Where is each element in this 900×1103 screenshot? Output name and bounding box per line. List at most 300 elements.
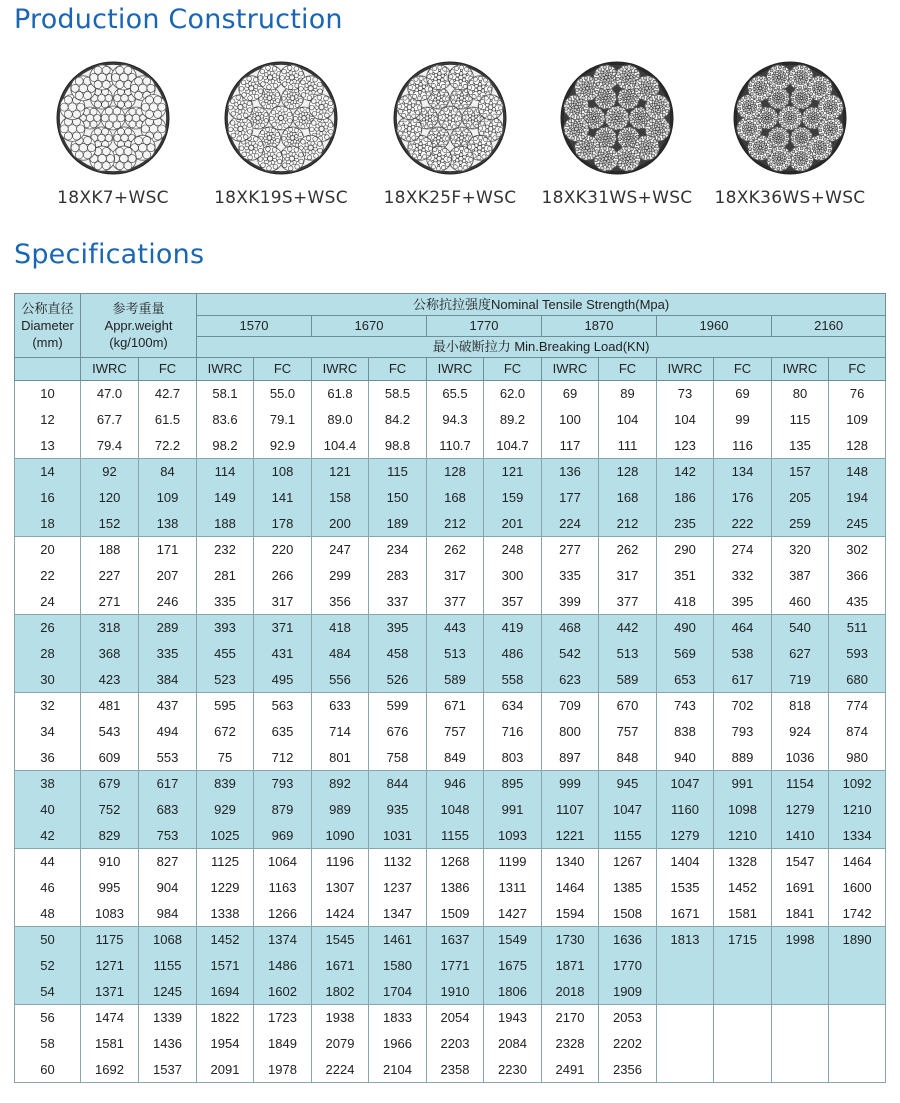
value-cell: 595: [197, 693, 254, 719]
value-cell: 494: [139, 719, 197, 745]
value-cell: 47.0: [81, 381, 139, 407]
value-cell: 458: [369, 641, 427, 667]
table-row: [15, 797, 886, 823]
value-cell: 490: [657, 615, 714, 641]
value-cell: 2356: [599, 1057, 657, 1083]
value-cell: 849: [427, 745, 484, 771]
value-cell: 1048: [427, 797, 484, 823]
value-cell: 895: [484, 771, 542, 797]
wire-rope-19s-strand-icon: [221, 58, 341, 178]
value-cell: 58.1: [197, 381, 254, 407]
core-type-header: IWRC: [542, 358, 599, 381]
value-cell: 299: [312, 563, 369, 589]
construction-item: [364, 58, 536, 208]
diameter-cell: 30: [15, 667, 81, 693]
value-cell: 73: [657, 381, 714, 407]
value-cell: 793: [254, 771, 312, 797]
diameter-cell: 58: [15, 1031, 81, 1057]
value-cell: 69: [714, 381, 772, 407]
grade-header: 1870: [542, 316, 657, 337]
value-cell: 929: [197, 797, 254, 823]
value-cell: 271: [81, 589, 139, 615]
table-row: [15, 563, 886, 589]
construction-section-title: Production Construction: [14, 4, 343, 35]
value-cell: 368: [81, 641, 139, 667]
value-cell: 220: [254, 537, 312, 563]
value-cell: 627: [772, 641, 829, 667]
value-cell: 98.8: [369, 433, 427, 459]
value-cell: 599: [369, 693, 427, 719]
value-cell: 1581: [81, 1031, 139, 1057]
value-cell: 481: [81, 693, 139, 719]
value-cell: 1311: [484, 875, 542, 901]
value-cell: 99: [714, 407, 772, 433]
value-cell: 1547: [772, 849, 829, 875]
value-cell: 800: [542, 719, 599, 745]
value-cell: 1175: [81, 927, 139, 953]
value-cell: 366: [829, 563, 886, 589]
value-cell: [772, 953, 829, 979]
value-cell: 150: [369, 485, 427, 511]
value-cell: 1424: [312, 901, 369, 927]
value-cell: 121: [484, 459, 542, 485]
value-cell: 671: [427, 693, 484, 719]
value-cell: 266: [254, 563, 312, 589]
value-cell: 437: [139, 693, 197, 719]
value-cell: 98.2: [197, 433, 254, 459]
value-cell: [657, 1057, 714, 1083]
value-cell: 335: [139, 641, 197, 667]
table-row: [15, 407, 886, 433]
value-cell: 72.2: [139, 433, 197, 459]
value-cell: 318: [81, 615, 139, 641]
table-row: [15, 485, 886, 511]
value-cell: 1340: [542, 849, 599, 875]
value-cell: 818: [772, 693, 829, 719]
value-cell: 94.3: [427, 407, 484, 433]
value-cell: [829, 1031, 886, 1057]
value-cell: 123: [657, 433, 714, 459]
value-cell: 186: [657, 485, 714, 511]
value-cell: 158: [312, 485, 369, 511]
value-cell: 924: [772, 719, 829, 745]
value-cell: 104: [599, 407, 657, 433]
value-cell: 513: [427, 641, 484, 667]
core-type-header: FC: [599, 358, 657, 381]
value-cell: 1031: [369, 823, 427, 849]
value-cell: 1508: [599, 901, 657, 927]
value-cell: 623: [542, 667, 599, 693]
value-cell: 635: [254, 719, 312, 745]
value-cell: 984: [139, 901, 197, 927]
value-cell: 2054: [427, 1005, 484, 1031]
value-cell: 418: [657, 589, 714, 615]
value-cell: 1509: [427, 901, 484, 927]
table-row: [15, 693, 886, 719]
value-cell: 1594: [542, 901, 599, 927]
table-row: [15, 1031, 886, 1057]
value-cell: 1461: [369, 927, 427, 953]
value-cell: 377: [427, 589, 484, 615]
value-cell: 486: [484, 641, 542, 667]
value-cell: 435: [829, 589, 886, 615]
core-type-header: IWRC: [81, 358, 139, 381]
value-cell: 1386: [427, 875, 484, 901]
value-cell: 395: [714, 589, 772, 615]
specifications-table-body: [15, 381, 886, 1083]
diameter-cell: 38: [15, 771, 81, 797]
value-cell: 714: [312, 719, 369, 745]
value-cell: 357: [484, 589, 542, 615]
value-cell: 1196: [312, 849, 369, 875]
value-cell: 2084: [484, 1031, 542, 1057]
value-cell: 1943: [484, 1005, 542, 1031]
value-cell: 171: [139, 537, 197, 563]
core-type-header: IWRC: [197, 358, 254, 381]
diameter-cell: 24: [15, 589, 81, 615]
value-cell: 1025: [197, 823, 254, 849]
value-cell: 289: [139, 615, 197, 641]
value-cell: 1328: [714, 849, 772, 875]
value-cell: 2170: [542, 1005, 599, 1031]
value-cell: 935: [369, 797, 427, 823]
value-cell: 589: [427, 667, 484, 693]
value-cell: 2328: [542, 1031, 599, 1057]
value-cell: 1890: [829, 927, 886, 953]
value-cell: 235: [657, 511, 714, 537]
value-cell: 1452: [197, 927, 254, 953]
value-cell: 1404: [657, 849, 714, 875]
value-cell: 79.4: [81, 433, 139, 459]
diameter-cell: 22: [15, 563, 81, 589]
diameter-cell: 10: [15, 381, 81, 407]
value-cell: 633: [312, 693, 369, 719]
value-cell: 892: [312, 771, 369, 797]
value-cell: 1371: [81, 979, 139, 1005]
value-cell: 1910: [427, 979, 484, 1005]
value-cell: 556: [312, 667, 369, 693]
value-cell: 115: [772, 407, 829, 433]
value-cell: 1098: [714, 797, 772, 823]
value-cell: 464: [714, 615, 772, 641]
value-cell: 712: [254, 745, 312, 771]
value-cell: 844: [369, 771, 427, 797]
value-cell: 227: [81, 563, 139, 589]
value-cell: 61.5: [139, 407, 197, 433]
table-row: [15, 641, 886, 667]
table-row: [15, 589, 886, 615]
diameter-cell: 60: [15, 1057, 81, 1083]
value-cell: 109: [139, 485, 197, 511]
table-row: [15, 745, 886, 771]
value-cell: 991: [714, 771, 772, 797]
value-cell: 716: [484, 719, 542, 745]
value-cell: 69: [542, 381, 599, 407]
diameter-cell: 44: [15, 849, 81, 875]
construction-item: [704, 58, 876, 208]
value-cell: 110.7: [427, 433, 484, 459]
value-cell: 42.7: [139, 381, 197, 407]
value-cell: 1083: [81, 901, 139, 927]
construction-gallery: [0, 58, 900, 218]
value-cell: [829, 1005, 886, 1031]
value-cell: 128: [599, 459, 657, 485]
value-cell: 989: [312, 797, 369, 823]
value-cell: 1770: [599, 953, 657, 979]
value-cell: 743: [657, 693, 714, 719]
blank-header-cell: [15, 358, 81, 381]
core-type-header: IWRC: [772, 358, 829, 381]
value-cell: 120: [81, 485, 139, 511]
value-cell: 848: [599, 745, 657, 771]
value-cell: 1464: [829, 849, 886, 875]
value-cell: 897: [542, 745, 599, 771]
value-cell: 377: [599, 589, 657, 615]
value-cell: 442: [599, 615, 657, 641]
value-cell: 188: [81, 537, 139, 563]
value-cell: 176: [714, 485, 772, 511]
value-cell: 2053: [599, 1005, 657, 1031]
value-cell: 874: [829, 719, 886, 745]
value-cell: 277: [542, 537, 599, 563]
value-cell: 247: [312, 537, 369, 563]
value-cell: 1410: [772, 823, 829, 849]
value-cell: 1675: [484, 953, 542, 979]
value-cell: 356: [312, 589, 369, 615]
value-cell: 1339: [139, 1005, 197, 1031]
value-cell: 1637: [427, 927, 484, 953]
diameter-cell: 32: [15, 693, 81, 719]
value-cell: [657, 1031, 714, 1057]
value-cell: 205: [772, 485, 829, 511]
value-cell: 969: [254, 823, 312, 849]
value-cell: 904: [139, 875, 197, 901]
value-cell: 100: [542, 407, 599, 433]
diameter-cell: 54: [15, 979, 81, 1005]
value-cell: 1474: [81, 1005, 139, 1031]
value-cell: 1155: [427, 823, 484, 849]
value-cell: 111: [599, 433, 657, 459]
value-cell: 910: [81, 849, 139, 875]
construction-label: 18XK19S+WSC: [214, 188, 348, 208]
value-cell: 793: [714, 719, 772, 745]
value-cell: 774: [829, 693, 886, 719]
value-cell: 540: [772, 615, 829, 641]
value-cell: 991: [484, 797, 542, 823]
value-cell: 2079: [312, 1031, 369, 1057]
value-cell: 1833: [369, 1005, 427, 1031]
grade-header: 1770: [427, 316, 542, 337]
value-cell: 1581: [714, 901, 772, 927]
value-cell: 283: [369, 563, 427, 589]
diameter-cell: 40: [15, 797, 81, 823]
diameter-cell: 48: [15, 901, 81, 927]
value-cell: 455: [197, 641, 254, 667]
value-cell: 1452: [714, 875, 772, 901]
value-cell: 168: [427, 485, 484, 511]
value-cell: 757: [427, 719, 484, 745]
value-cell: 222: [714, 511, 772, 537]
construction-item: [531, 58, 703, 208]
value-cell: 399: [542, 589, 599, 615]
value-cell: 1545: [312, 927, 369, 953]
value-cell: 317: [254, 589, 312, 615]
diameter-cell: 56: [15, 1005, 81, 1031]
value-cell: 1822: [197, 1005, 254, 1031]
value-cell: 653: [657, 667, 714, 693]
table-row: [15, 1005, 886, 1031]
value-cell: 320: [772, 537, 829, 563]
table-row: [15, 1057, 886, 1083]
value-cell: 1245: [139, 979, 197, 1005]
value-cell: 419: [484, 615, 542, 641]
value-cell: 758: [369, 745, 427, 771]
value-cell: 371: [254, 615, 312, 641]
diameter-cell: 14: [15, 459, 81, 485]
value-cell: 335: [542, 563, 599, 589]
value-cell: 680: [829, 667, 886, 693]
value-cell: 1160: [657, 797, 714, 823]
table-row: [15, 719, 886, 745]
value-cell: 1771: [427, 953, 484, 979]
value-cell: 337: [369, 589, 427, 615]
value-cell: 1374: [254, 927, 312, 953]
table-row: [15, 771, 886, 797]
value-cell: 1909: [599, 979, 657, 1005]
value-cell: 1279: [657, 823, 714, 849]
value-cell: 719: [772, 667, 829, 693]
value-cell: 801: [312, 745, 369, 771]
value-cell: 128: [427, 459, 484, 485]
value-cell: 128: [829, 433, 886, 459]
value-cell: 1535: [657, 875, 714, 901]
value-cell: 752: [81, 797, 139, 823]
value-cell: 232: [197, 537, 254, 563]
value-cell: 212: [599, 511, 657, 537]
value-cell: 526: [369, 667, 427, 693]
value-cell: 245: [829, 511, 886, 537]
value-cell: 495: [254, 667, 312, 693]
value-cell: 188: [197, 511, 254, 537]
value-cell: 300: [484, 563, 542, 589]
value-cell: 1266: [254, 901, 312, 927]
value-cell: 201: [484, 511, 542, 537]
value-cell: 2018: [542, 979, 599, 1005]
value-cell: 274: [714, 537, 772, 563]
value-cell: 168: [599, 485, 657, 511]
value-cell: 1966: [369, 1031, 427, 1057]
value-cell: 468: [542, 615, 599, 641]
diameter-header: 公称直径 Diameter (mm): [15, 294, 81, 358]
value-cell: 1237: [369, 875, 427, 901]
value-cell: 1093: [484, 823, 542, 849]
value-cell: 431: [254, 641, 312, 667]
value-cell: 92: [81, 459, 139, 485]
value-cell: 569: [657, 641, 714, 667]
diameter-cell: 26: [15, 615, 81, 641]
weight-header: 参考重量 Appr.weight (kg/100m): [81, 294, 197, 358]
diameter-cell: 42: [15, 823, 81, 849]
value-cell: 76: [829, 381, 886, 407]
value-cell: 617: [139, 771, 197, 797]
value-cell: [772, 1057, 829, 1083]
value-cell: 84.2: [369, 407, 427, 433]
value-cell: 1092: [829, 771, 886, 797]
value-cell: 2491: [542, 1057, 599, 1083]
value-cell: 1691: [772, 875, 829, 901]
value-cell: 302: [829, 537, 886, 563]
value-cell: 683: [139, 797, 197, 823]
value-cell: 1199: [484, 849, 542, 875]
value-cell: 1155: [599, 823, 657, 849]
value-cell: [714, 1057, 772, 1083]
grade-header: 2160: [772, 316, 886, 337]
value-cell: 317: [599, 563, 657, 589]
value-cell: 83.6: [197, 407, 254, 433]
value-cell: 1221: [542, 823, 599, 849]
diameter-cell: 18: [15, 511, 81, 537]
value-cell: 114: [197, 459, 254, 485]
value-cell: 262: [427, 537, 484, 563]
value-cell: [829, 1057, 886, 1083]
value-cell: 1549: [484, 927, 542, 953]
value-cell: 1602: [254, 979, 312, 1005]
value-cell: 332: [714, 563, 772, 589]
core-type-header: IWRC: [657, 358, 714, 381]
diameter-cell: 28: [15, 641, 81, 667]
value-cell: 62.0: [484, 381, 542, 407]
value-cell: 1047: [599, 797, 657, 823]
value-cell: 116: [714, 433, 772, 459]
value-cell: 159: [484, 485, 542, 511]
value-cell: [657, 953, 714, 979]
value-cell: 1671: [657, 901, 714, 927]
value-cell: 1954: [197, 1031, 254, 1057]
value-cell: 138: [139, 511, 197, 537]
value-cell: [772, 979, 829, 1005]
value-cell: 945: [599, 771, 657, 797]
value-cell: 1802: [312, 979, 369, 1005]
construction-label: 18XK25F+WSC: [383, 188, 517, 208]
value-cell: 121: [312, 459, 369, 485]
table-row: [15, 953, 886, 979]
table-row: [15, 459, 886, 485]
value-cell: 1271: [81, 953, 139, 979]
value-cell: 423: [81, 667, 139, 693]
value-cell: 89: [599, 381, 657, 407]
value-cell: 141: [254, 485, 312, 511]
value-cell: 484: [312, 641, 369, 667]
table-row: [15, 615, 886, 641]
value-cell: 136: [542, 459, 599, 485]
value-cell: 212: [427, 511, 484, 537]
value-cell: 511: [829, 615, 886, 641]
value-cell: 1486: [254, 953, 312, 979]
value-cell: 1155: [139, 953, 197, 979]
value-cell: 1806: [484, 979, 542, 1005]
value-cell: 1978: [254, 1057, 312, 1083]
value-cell: 2224: [312, 1057, 369, 1083]
value-cell: 672: [197, 719, 254, 745]
value-cell: [657, 1005, 714, 1031]
value-cell: 1307: [312, 875, 369, 901]
value-cell: 827: [139, 849, 197, 875]
value-cell: 589: [599, 667, 657, 693]
value-cell: 879: [254, 797, 312, 823]
value-cell: 558: [484, 667, 542, 693]
value-cell: 609: [81, 745, 139, 771]
table-row: [15, 927, 886, 953]
